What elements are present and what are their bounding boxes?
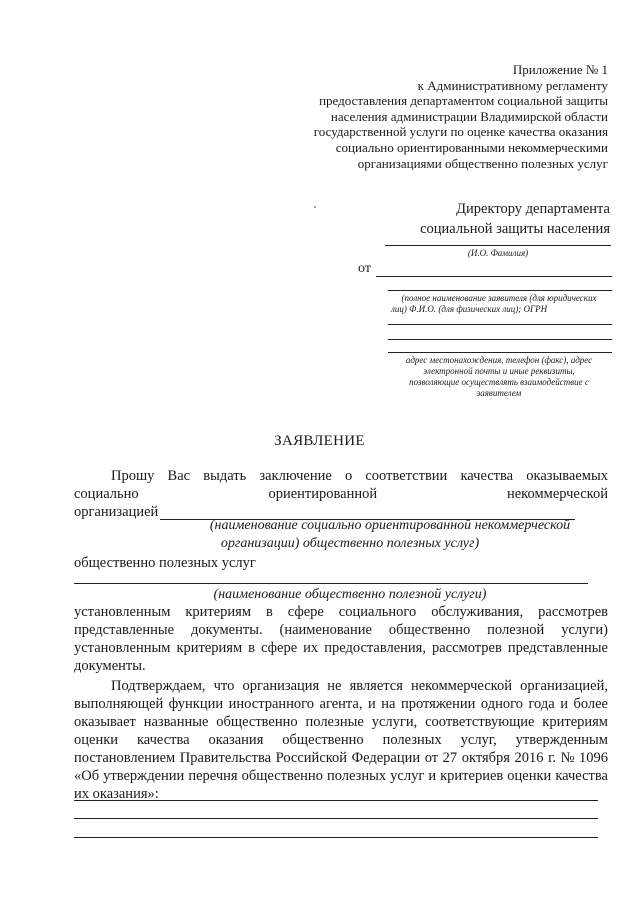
word: некоммерческой xyxy=(410,678,512,694)
word: общественно xyxy=(388,622,471,638)
word: сфере xyxy=(261,640,298,656)
word: установленным xyxy=(74,604,171,620)
service-caption: (наименование общественно полезной услуги) xyxy=(213,587,487,602)
word: и xyxy=(428,768,437,784)
addressee-block xyxy=(380,199,610,239)
word: 2016 xyxy=(514,750,544,766)
word: общественно xyxy=(241,768,323,784)
services-label: общественно полезных услуг xyxy=(74,555,256,571)
word: их xyxy=(303,640,319,656)
address-caption xyxy=(385,355,613,399)
word: услуг, xyxy=(460,732,497,748)
appendix-line: населения администрации Владимирской области xyxy=(330,108,608,124)
word: от xyxy=(424,750,439,766)
applicant-line-2[interactable] xyxy=(388,290,612,291)
word: рассмотрев xyxy=(432,640,502,656)
word: критериев xyxy=(440,768,504,784)
word: оказания xyxy=(208,732,264,748)
fill-line-3[interactable] xyxy=(74,837,598,838)
word: выполняющей xyxy=(74,696,164,712)
applicant-line-1[interactable] xyxy=(376,276,612,277)
address-caption-line: электронной почты и иные реквизиты, xyxy=(423,366,575,376)
applicant-caption-line: (полное наименование заявителя (для юридических xyxy=(401,293,597,303)
word: оказывает xyxy=(74,714,136,730)
word: одного xyxy=(480,696,523,712)
applicant-line-4[interactable] xyxy=(388,339,612,340)
appendix-line: предоставления департаментом социальной защиты xyxy=(319,93,608,109)
addressee-line-2: социальной защиты населения xyxy=(420,221,610,237)
word: протяжении xyxy=(400,696,476,712)
p3-row-7: их оказания»: xyxy=(74,786,159,802)
word: услуги, xyxy=(371,714,418,730)
word: оценки xyxy=(74,732,119,748)
document-title: ЗАЯВЛЕНИЕ xyxy=(274,433,365,449)
addressee-line-1: Директору департамента xyxy=(456,201,610,217)
p2-row-1 xyxy=(74,603,608,621)
word: оценки xyxy=(507,768,552,784)
appendix-line: Приложение № 1 xyxy=(512,62,608,77)
word: некоммерческой xyxy=(506,486,608,502)
word: 1096 xyxy=(578,750,608,766)
address-caption-line: позволяющие осуществлять взаимодействие с xyxy=(409,377,589,387)
p2-row-3 xyxy=(74,639,608,657)
applicant-caption-line: лиц) Ф.И.О. (для физических лиц); ОГРН xyxy=(391,304,548,314)
word: услуги) xyxy=(561,622,608,638)
organization-caption-1: (наименование социально ориентированной некоммерческой xyxy=(209,518,571,533)
word: соответствии xyxy=(365,468,448,484)
word: соответствующие xyxy=(425,714,535,730)
director-name-caption: (И.О. Фамилия) xyxy=(467,248,529,258)
word: функции xyxy=(168,696,224,712)
applicant-caption xyxy=(385,293,613,315)
word: «Об xyxy=(74,768,100,784)
applicant-line-3[interactable] xyxy=(388,324,612,325)
word: и xyxy=(367,696,376,712)
word: услуг xyxy=(390,768,425,784)
word: полезные xyxy=(305,714,364,730)
appendix-line: к Административному регламенту xyxy=(417,77,608,93)
word: № xyxy=(560,750,575,766)
paragraph-2 xyxy=(74,603,608,675)
word: не xyxy=(327,678,342,694)
paragraph-3 xyxy=(74,677,608,803)
organization-label: организацией xyxy=(74,504,159,520)
word: качества xyxy=(136,732,190,748)
word: социального xyxy=(338,604,417,620)
word: выдать xyxy=(203,468,247,484)
word: агента, xyxy=(319,696,363,712)
p3-row-1 xyxy=(74,677,608,695)
service-name-line[interactable] xyxy=(74,583,588,584)
word: октября xyxy=(461,750,510,766)
word: обслуживания, xyxy=(431,604,524,620)
word: представленные xyxy=(74,622,175,638)
word: представленные xyxy=(507,640,608,656)
word: Российской xyxy=(275,750,348,766)
word: на xyxy=(381,696,396,712)
word: критериям xyxy=(176,640,243,656)
organization-caption-2: организации) общественно полезных услуг) xyxy=(220,536,480,551)
word: полезных xyxy=(326,768,387,784)
appendix-line: государственной услуги по оценке качества оказания xyxy=(313,124,608,140)
word: документы. xyxy=(190,622,263,638)
p3-row-4 xyxy=(74,731,608,749)
word: Федерации xyxy=(351,750,421,766)
word: постановлением xyxy=(74,750,176,766)
p3-row-2 xyxy=(74,695,608,713)
word: ориентированной xyxy=(268,486,378,502)
p3-row-5 xyxy=(74,749,608,767)
word: качества xyxy=(555,768,608,784)
fill-line-2[interactable] xyxy=(74,818,598,819)
word: 27 xyxy=(442,750,458,766)
word: г. xyxy=(548,750,556,766)
word: что xyxy=(213,678,235,694)
director-name-line[interactable] xyxy=(385,245,611,246)
word: заключение xyxy=(259,468,332,484)
word: общественно xyxy=(282,732,364,748)
appendix-line: организациями общественно полезных услуг xyxy=(357,155,608,171)
applicant-line-5[interactable] xyxy=(388,352,612,353)
word: и xyxy=(560,696,568,712)
word: (наименование xyxy=(279,622,372,638)
scan-speck xyxy=(314,206,316,208)
word: Прошу xyxy=(111,468,155,484)
word: Подтверждаем, xyxy=(111,678,206,694)
paragraph-1 xyxy=(74,467,608,503)
word: в xyxy=(248,640,255,656)
word: организация xyxy=(242,678,320,694)
word: оказываемых xyxy=(526,468,608,484)
word: в xyxy=(265,604,273,620)
word: утвержденным xyxy=(515,732,608,748)
word: Правительства xyxy=(179,750,272,766)
word: более xyxy=(573,696,608,712)
address-caption-line: заявителем xyxy=(476,388,522,398)
word: общественно xyxy=(216,714,298,730)
p2-row-4: документы. xyxy=(74,658,146,674)
from-label: от xyxy=(358,261,371,276)
word: является xyxy=(349,678,403,694)
word: качества xyxy=(460,468,514,484)
p2-row-2 xyxy=(74,621,608,639)
appendix-line: социально ориентированными некоммерческими xyxy=(335,139,608,155)
word: перечня xyxy=(188,768,238,784)
fill-line-1[interactable] xyxy=(74,800,598,801)
appendix-header xyxy=(268,62,608,171)
word: иностранного xyxy=(228,696,315,712)
word: критериям xyxy=(542,714,608,730)
word: полезных xyxy=(382,732,442,748)
word: критериям xyxy=(185,604,252,620)
p1-row-1 xyxy=(74,467,608,485)
p1-row-2 xyxy=(74,485,608,503)
word: о xyxy=(344,468,353,484)
p3-row-6 xyxy=(74,767,608,785)
address-caption-line: адрес местонахождения, телефон (факс), адрес xyxy=(405,355,593,365)
word: социально xyxy=(74,486,139,502)
word: установленным xyxy=(74,640,171,656)
word: Вас xyxy=(167,468,191,484)
word: сфере xyxy=(287,604,324,620)
word: организацией, xyxy=(520,678,608,694)
p3-row-3 xyxy=(74,713,608,731)
word: предоставления, xyxy=(324,640,426,656)
word: полезной xyxy=(487,622,545,638)
word: утверждении xyxy=(103,768,185,784)
word: названные xyxy=(143,714,209,730)
word: года xyxy=(528,696,555,712)
word: рассмотрев xyxy=(538,604,608,620)
